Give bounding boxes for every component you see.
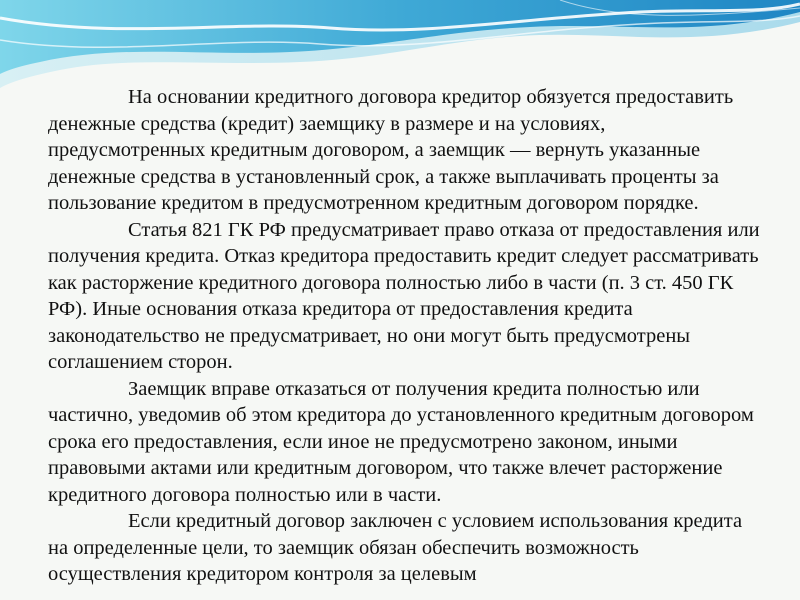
paragraph-2: Статья 821 ГК РФ предусматривает право отказа от предоставления или получения кредита. Отказ кредитора предоставить кредит следует рассматривать как расторжение кредитного договора полностью либо в части (п. 3 ст. 450 ГК РФ). Иные основания отказа кредитора от предоставления кредита законодательство не предусматривает, но они могут быть предусмотрены соглашением сторон. — [48, 218, 760, 373]
paragraph-4: Если кредитный договор заключен с условием использования кредита на определенные цели, то заемщик обязан обеспечить возможность осуществления кредитором контроля за целевым — [48, 510, 743, 585]
slide-text-body — [48, 84, 760, 588]
paragraph-1: На основании кредитного договора кредитор обязуется предоставить денежные средства (кредит) заемщику в размере и на условиях, предусмотренных кредитным договором, а заемщик — вернуть указанные денежные средства в установленный срок, а также выплачивать проценты за пользование кредитом в предусмотренном кредитным договором порядке. — [48, 86, 734, 214]
wave-header-decoration — [0, 0, 800, 90]
paragraph-3: Заемщик вправе отказаться от получения кредита полностью или частично, уведомив об этом кредитора до установленного кредитным договором срока его предоставления, если иное не предусмотрено законом, иными правовыми актами или кредитным договором, что также влечет расторжение кредитного договора полностью или в части. — [48, 377, 754, 506]
